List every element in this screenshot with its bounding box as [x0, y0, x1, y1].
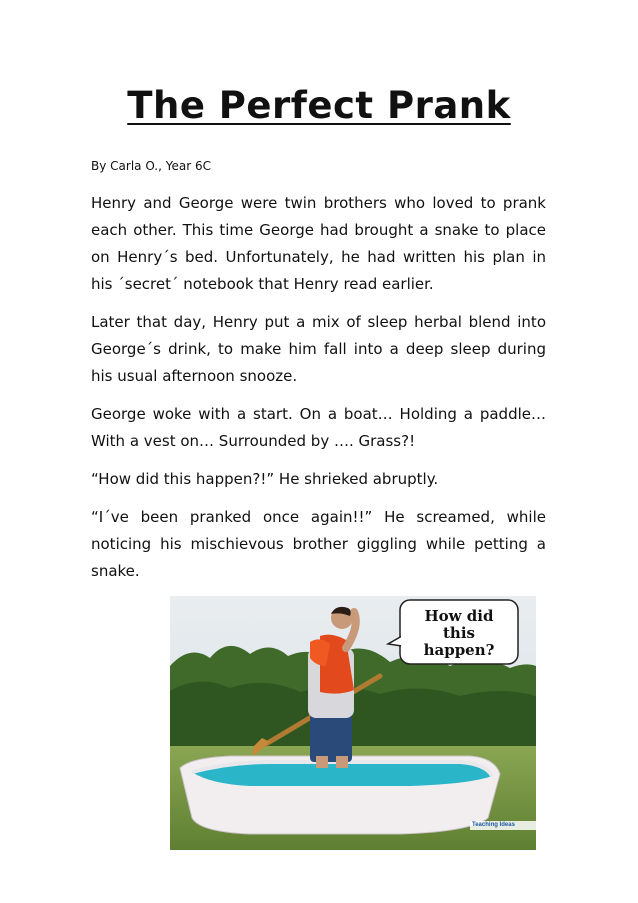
paragraph: “How did this happen?!” He shrieked abruptly. [91, 470, 439, 488]
watermark-logo: Teaching Ideas [470, 821, 536, 830]
paragraph: Later that day, Henry put a mix of sleep herbal blend into George´s drink, to make him fall into a deep sleep during his usual afternoon snooze. [91, 313, 546, 385]
story-body [91, 190, 546, 596]
paragraph: “I´ve been pranked once again!!” He screamed, while noticing his mischievous brother giggling while petting a snake. [91, 508, 546, 580]
paragraph: Henry and George were twin brothers who loved to prank each other. This time George had brought a snake to place on Henry´s bed. Unfortunately, he had written his plan in his ´secret´ notebook that Henry read earlier. [91, 194, 546, 293]
byline: By Carla O., Year 6C [91, 159, 211, 173]
paragraph: George woke with a start. On a boat… Holding a paddle… With a vest on… Surrounded by …. Grass?! [91, 405, 546, 450]
title-text: The Perfect Prank [127, 84, 511, 127]
speech-bubble-text: How did this happen? [423, 607, 495, 659]
document-title [0, 84, 638, 127]
story-illustration [170, 596, 536, 850]
